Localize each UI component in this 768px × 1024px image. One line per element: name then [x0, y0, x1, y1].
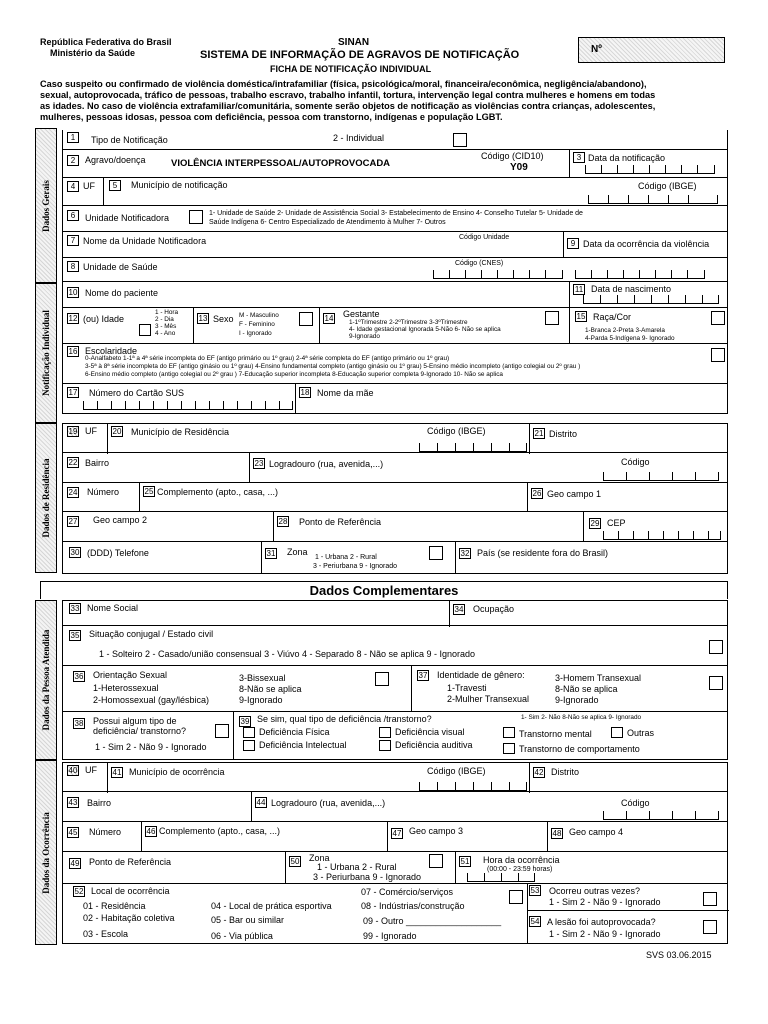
field-51-hint: (00:00 - 23:59 horas)	[487, 866, 553, 873]
field-19-label: UF	[85, 426, 97, 436]
field-44-label: Logradouro (rua, avenida,...)	[271, 798, 386, 808]
gest-opt-3: 9-Ignorado	[349, 333, 380, 340]
field-42-label: Distrito	[551, 767, 580, 777]
field-3-label: Data da notificação	[588, 153, 666, 163]
field-36-label: Orientação Sexual	[93, 670, 168, 680]
age-unit-4: 4 - Ano	[155, 330, 176, 337]
field-29-label: CEP	[607, 518, 626, 528]
place-03: 03 - Escola	[83, 929, 129, 939]
section-dados-residencia: Dados de Residência	[35, 423, 57, 573]
intro-line-4: mulheres, pessoas idosas, pessoa com deficiência, pessoa com transtorno, indígenas e população LGBT.	[40, 112, 503, 122]
field-38-label: Possui algum tipo de	[93, 716, 177, 726]
edu-line-2: 3-5ª à 8ª série incompleta do EF (antigo ginásio ou 1º grau) 4-Ensino fundamental completo (antigo ginásio ou 1º grau) 5-Ensino médio incompleto (antigo colegial ou 2º grau )	[85, 363, 581, 370]
field-1[interactable]	[62, 130, 728, 150]
field-number-badge: 18	[300, 388, 310, 397]
field-4-label: UF	[83, 181, 95, 191]
def-visual: Deficiência visual	[395, 727, 465, 737]
race-opt-1: 1-Branca 2-Preta 3-Amarela	[585, 327, 665, 334]
field-50-label: Zona	[309, 853, 330, 863]
field-35[interactable]	[62, 626, 728, 666]
field-40-42[interactable]	[62, 762, 728, 792]
notification-number-box[interactable]	[578, 37, 725, 63]
field-12-label: (ou) Idade	[83, 314, 125, 324]
field-51-label: Hora da ocorrência	[483, 855, 560, 865]
field-number-badge: 33	[70, 604, 80, 613]
field-53-label: Ocorreu outras vezes?	[549, 886, 641, 896]
field-number-badge: 34	[454, 605, 464, 614]
answer-box[interactable]	[299, 312, 313, 326]
field-22-23[interactable]	[62, 453, 728, 483]
field-34-label: Ocupação	[473, 604, 515, 614]
field-number-badge: 7	[67, 235, 79, 246]
field-number-badge: 29	[590, 519, 600, 528]
gest-opt-1: 1-1ºTrimestre 2-2ºTrimestre 3-3ºTrimestre	[349, 319, 468, 326]
orient-opt-3: 3-Bissexual	[239, 673, 286, 683]
edu-line-3: 6-Ensino médio completo (antigo colegial ou 2º grau ) 7-Educação superior incompleta 8-Educação superior completa 9-Ignorado 10- Não se aplica	[85, 371, 503, 378]
field-number-badge: 31	[266, 549, 276, 558]
field-number-badge: 2	[67, 155, 79, 166]
answer-box[interactable]	[429, 854, 443, 868]
answer-box[interactable]	[243, 740, 255, 751]
field-1-box[interactable]	[453, 133, 467, 147]
code-label-1: Código	[621, 457, 650, 467]
answer-box[interactable]	[379, 727, 391, 738]
field-7-label: Nome da Unidade Notificadora	[83, 236, 207, 246]
ibge-label-3: Código (IBGE)	[427, 766, 486, 776]
field-number-badge: 10	[68, 288, 78, 297]
field-7[interactable]	[62, 232, 728, 258]
field-number-badge: 21	[534, 429, 544, 438]
answer-box[interactable]	[139, 324, 151, 336]
orient-opt-5: 9-Ignorado	[239, 695, 283, 705]
field-5-label: Município de notificação	[131, 180, 228, 190]
field-number-badge: 45	[68, 828, 78, 837]
field-53-options: 1 - Sim 2 - Não 9 - Ignorado	[549, 897, 661, 907]
field-32-label: País (se residente fora do Brasil)	[477, 548, 609, 558]
field-16-label: Escolaridade	[85, 346, 138, 356]
field-49-label: Ponto de Referência	[89, 857, 172, 867]
field-number-badge: 44	[256, 798, 266, 807]
answer-box[interactable]	[545, 311, 559, 325]
answer-box[interactable]	[611, 727, 623, 738]
zone2-opts-2: 3 - Periurbana 9 - Ignorado	[313, 872, 422, 882]
age-unit-1: 1 - Hora	[155, 309, 179, 316]
cid-value: Y09	[510, 162, 528, 173]
field-4-5[interactable]	[62, 178, 728, 206]
field-49-51[interactable]	[62, 852, 728, 884]
field-36-37[interactable]	[62, 666, 728, 712]
field-number-badge: 39	[240, 717, 250, 726]
field-number-badge: 22	[68, 458, 78, 467]
form-title: FICHA DE NOTIFICAÇÃO INDIVIDUAL	[270, 64, 432, 74]
gender-opt-4: 8-Não se aplica	[555, 684, 618, 694]
field-30-32[interactable]	[62, 542, 728, 574]
field-19-21[interactable]	[62, 423, 728, 453]
field-39-label: Se sim, qual tipo de deficiência /transtorno?	[257, 714, 432, 724]
gender-opt-3: 3-Homem Transexual	[555, 673, 642, 683]
field-21-label: Distrito	[549, 429, 578, 439]
place-01: 01 - Residência	[83, 901, 146, 911]
orient-opt-1: 1-Heterossexual	[93, 683, 159, 693]
field-number-badge: 19	[68, 427, 78, 436]
gender-opt-2: 2-Mulher Transexual	[447, 694, 530, 704]
sex-opt-f: F - Feminino	[239, 321, 275, 328]
field-43-label: Bairro	[87, 798, 112, 808]
answer-box[interactable]	[215, 724, 229, 738]
answer-box[interactable]	[243, 727, 255, 738]
field-17-label: Número do Cartão SUS	[89, 388, 185, 398]
ministry-name: Ministério da Saúde	[50, 48, 136, 58]
field-number-badge: 17	[68, 388, 78, 397]
answer-box[interactable]	[703, 892, 717, 906]
ibge-label-2: Código (IBGE)	[427, 426, 486, 436]
field-48-label: Geo campo 4	[569, 827, 624, 837]
field-number-badge: 20	[112, 427, 122, 436]
field-number-badge: 37	[418, 671, 428, 680]
field-number-badge: 53	[530, 886, 540, 895]
field-number-badge: 46	[146, 827, 156, 836]
field-number-badge: 35	[70, 631, 80, 640]
field-number-badge: 6	[67, 210, 79, 221]
field-6[interactable]	[62, 206, 728, 232]
zone-opts-1: 1 - Urbana 2 - Rural	[315, 554, 377, 561]
field-6-label: Unidade Notificadora	[85, 213, 170, 223]
place-07: 07 - Comércio/serviços	[361, 887, 454, 897]
system-title: SISTEMA DE INFORMAÇÃO DE AGRAVOS DE NOTIFICAÇÃO	[200, 49, 520, 61]
cid-label: Código (CID10)	[481, 151, 544, 161]
field-31-label: Zona	[287, 547, 308, 557]
age-unit-3: 3 - Mês	[155, 323, 177, 330]
field-number-badge: 48	[552, 829, 562, 838]
country-name: República Federativa do Brasil	[40, 37, 172, 47]
field-number-badge: 49	[70, 859, 80, 868]
field-number-badge: 28	[278, 517, 288, 526]
field-52-label: Local de ocorrência	[91, 886, 170, 896]
field-38-options: 1 - Sim 2 - Não 9 - Ignorado	[95, 742, 207, 752]
field-12-15[interactable]	[62, 308, 728, 344]
intro-line-2: sexual, autoprovocada, tráfico de pessoas, trabalho escravo, trabalho infantil, tortura, intervenção legal contra mulheres e homens em todas	[40, 90, 656, 100]
field-number-badge: 50	[290, 857, 300, 866]
field-number-badge: 12	[68, 314, 78, 323]
field-8[interactable]	[62, 258, 728, 282]
field-22-label: Bairro	[85, 458, 110, 468]
field-number-badge: 26	[532, 489, 542, 498]
answer-box[interactable]	[711, 311, 725, 325]
field-10-label: Nome do paciente	[85, 288, 159, 298]
orient-opt-2: 2-Homossexual (gay/lésbica)	[93, 695, 210, 705]
field-41-label: Município de ocorrência	[129, 767, 225, 777]
cnes-label: Código (CNES)	[455, 260, 504, 267]
place-99: 99 - Ignorado	[363, 931, 417, 941]
field-number-badge: 24	[68, 488, 78, 497]
intro-line-3: as idades. No caso de violência extrafamiliar/comunitária, somente serão objetos de notificação as violências contra crianças, adolescentes,	[40, 101, 656, 111]
section-dados-gerais: Dados Gerais	[35, 128, 57, 283]
field-33-label: Nome Social	[87, 603, 139, 613]
field-11-label: Data de nascimento	[591, 284, 672, 294]
field-16[interactable]	[62, 344, 728, 384]
field-6-options-1: 1- Unidade de Saúde 2- Unidade de Assistência Social 3- Estabelecimento de Ensino 4- Conselho Tutelar 5- Unidade de	[209, 210, 583, 217]
def-auditory: Deficiência auditiva	[395, 740, 473, 750]
field-35-options: 1 - Solteiro 2 - Casado/união consensual 3 - Viúvo 4 - Separado 8 - Não se aplica 9 - Ignorado	[99, 649, 476, 659]
section-pessoa-atendida: Dados da Pessoa Atendida	[35, 600, 57, 760]
form-version: SVS 03.06.2015	[646, 950, 712, 960]
field-39-key: 1- Sim 2- Não 8-Não se aplica 9- Ignorado	[521, 714, 642, 721]
place-02: 02 - Habitação coletiva	[83, 913, 175, 923]
answer-box[interactable]	[509, 890, 523, 904]
field-40-label: UF	[85, 765, 97, 775]
field-37-label: Identidade de gênero:	[437, 670, 525, 680]
answer-box[interactable]	[379, 740, 391, 751]
place-09: 09 - Outro ___________________	[363, 916, 502, 926]
field-number-badge: 13	[198, 314, 208, 323]
answer-box[interactable]	[189, 210, 203, 224]
section-notificacao-individual: Notificação Individual	[35, 283, 57, 423]
field-45-48[interactable]	[62, 822, 728, 852]
field-2-label: Agravo/doença	[85, 155, 146, 165]
zone-opts-2: 3 - Periurbana 9 - Ignorado	[313, 563, 398, 570]
gender-opt-5: 9-Ignorado	[555, 695, 599, 705]
field-38-label-2: deficiência/ transtorno?	[93, 726, 187, 736]
field-number-badge: 25	[144, 487, 154, 496]
disorder-other: Outras	[627, 728, 655, 738]
field-24-label: Número	[87, 487, 120, 497]
intro-line-1: Caso suspeito ou confirmado de violência doméstica/intrafamiliar (física, psicológica/moral, financeira/econômica, negligência/abandono),	[40, 79, 647, 89]
field-30-label: (DDD) Telefone	[87, 548, 149, 558]
field-17-18[interactable]	[62, 384, 728, 414]
race-opt-2: 4-Parda 5-Indígena 9- Ignorado	[585, 335, 675, 342]
field-24-26[interactable]	[62, 483, 728, 512]
field-number-badge: 36	[74, 672, 84, 681]
sex-opt-i: I - Ignorado	[239, 330, 272, 337]
field-number-badge: 5	[109, 180, 121, 191]
field-13-label: Sexo	[213, 314, 234, 324]
ibge-label-1: Código (IBGE)	[638, 181, 697, 191]
orient-opt-4: 8-Não se aplica	[239, 684, 302, 694]
field-6-options-2: Saúde Indígena 6- Centro Especializado de Atendimento à Mulher 7- Outros	[209, 219, 446, 226]
sinan-title: SINAN	[338, 37, 370, 48]
field-number-badge: 32	[460, 549, 470, 558]
field-number-badge: 1	[67, 132, 79, 143]
field-23-label: Logradouro (rua, avenida,...)	[269, 459, 384, 469]
field-35-label: Situação conjugal / Estado civil	[89, 629, 214, 639]
notification-number-label: Nº	[591, 44, 602, 55]
field-26-label: Geo campo 1	[547, 489, 602, 499]
field-43-44[interactable]	[62, 792, 728, 822]
field-number-badge: 40	[68, 766, 78, 775]
unit-code-label: Código Unidade	[459, 234, 510, 241]
field-52-54[interactable]	[62, 884, 728, 944]
field-20-label: Município de Residência	[131, 427, 230, 437]
place-08: 08 - Indústrias/construção	[361, 901, 465, 911]
field-1-value: 2 - Individual	[333, 133, 385, 143]
field-9-label: Data da ocorrência da violência	[583, 239, 710, 249]
field-45-label: Número	[89, 827, 122, 837]
def-physical: Deficiência Física	[259, 727, 330, 737]
field-number-badge: 23	[254, 459, 264, 468]
sex-opt-m: M - Masculino	[239, 312, 279, 319]
answer-box[interactable]	[709, 640, 723, 654]
edu-line-1: 0-Analfabeto 1-1ª a 4ª série incompleta do EF (antigo primário ou 1º grau) 2-4ª série completa do EF (antigo primário ou 1º grau)	[85, 355, 450, 362]
answer-box[interactable]	[429, 546, 443, 560]
place-05: 05 - Bar ou similar	[211, 915, 285, 925]
field-2[interactable]	[62, 150, 728, 178]
answer-box[interactable]	[709, 676, 723, 690]
field-15-label: Raça/Cor	[593, 312, 632, 322]
field-14-label: Gestante	[343, 309, 380, 319]
field-number-badge: 11	[574, 285, 584, 294]
code-label-2: Código	[621, 798, 650, 808]
place-04: 04 - Local de prática esportiva	[211, 901, 332, 911]
def-intellectual: Deficiência Intelectual	[259, 740, 347, 750]
field-number-badge: 54	[530, 917, 540, 926]
field-25-label: Complemento (apto., casa, ...)	[157, 487, 279, 497]
field-27-label: Geo campo 2	[93, 515, 148, 525]
field-number-badge: 43	[68, 798, 78, 807]
field-33-34[interactable]	[62, 600, 728, 626]
disorder-behavior: Transtorno de comportamento	[519, 744, 640, 754]
field-27-29[interactable]	[62, 512, 728, 542]
field-number-badge: 15	[576, 312, 586, 321]
age-unit-2: 2 - Dia	[155, 316, 174, 323]
field-number-badge: 52	[74, 887, 84, 896]
answer-box[interactable]	[503, 743, 515, 754]
gest-opt-2: 4- Idade gestacional Ignorada 5-Não 6- Não se aplica	[349, 326, 501, 333]
answer-box[interactable]	[503, 727, 515, 738]
place-06: 06 - Via pública	[211, 931, 273, 941]
field-2-value: VIOLÊNCIA INTERPESSOAL/AUTOPROVOCADA	[171, 158, 391, 169]
field-number-badge: 42	[534, 768, 544, 777]
section-dados-ocorrencia: Dados da Ocorrência	[35, 760, 57, 945]
complementary-banner	[40, 581, 728, 599]
field-8-label: Unidade de Saúde	[83, 262, 158, 272]
field-number-badge: 14	[324, 314, 334, 323]
field-number-badge: 27	[68, 517, 78, 526]
field-54-options: 1 - Sim 2 - Não 9 - Ignorado	[549, 929, 661, 939]
gender-opt-1: 1-Travesti	[447, 683, 487, 693]
field-number-badge: 16	[68, 347, 78, 356]
zone2-opts-1: 1 - Urbana 2 - Rural	[317, 862, 397, 872]
field-number-badge: 9	[567, 238, 579, 249]
disorder-mental: Transtorno mental	[519, 729, 592, 739]
answer-box[interactable]	[711, 348, 725, 362]
field-number-badge: 3	[573, 152, 585, 163]
answer-box[interactable]	[703, 920, 717, 934]
field-18-label: Nome da mãe	[317, 388, 374, 398]
field-number-badge: 38	[74, 719, 84, 728]
field-number-badge: 41	[112, 768, 122, 777]
field-47-label: Geo campo 3	[409, 826, 464, 836]
field-10[interactable]	[62, 282, 728, 308]
field-38-39[interactable]	[62, 712, 728, 760]
field-54-label: A lesão foi autoprovocada?	[547, 917, 656, 927]
field-28-label: Ponto de Referência	[299, 517, 382, 527]
field-number-badge: 8	[67, 261, 79, 272]
field-number-badge: 51	[460, 857, 470, 866]
complementary-title: Dados Complementares	[309, 583, 459, 598]
field-1-label: Tipo de Notificação	[91, 135, 168, 145]
field-number-badge: 4	[67, 181, 79, 192]
field-number-badge: 30	[70, 548, 80, 557]
field-number-badge: 47	[392, 829, 402, 838]
answer-box[interactable]	[375, 672, 389, 686]
field-46-label: Complemento (apto., casa, ...)	[159, 826, 281, 836]
